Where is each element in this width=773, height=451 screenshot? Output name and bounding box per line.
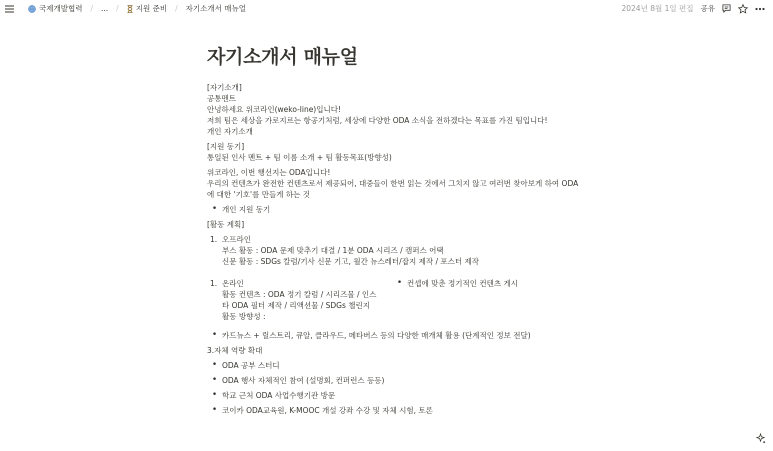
- breadcrumb-workspace-label: 국제개발협력: [39, 4, 83, 13]
- breadcrumb-current[interactable]: 자기소개서 매뉴얼: [185, 4, 246, 13]
- last-edited-text: 2024년 8월 1일 편집: [621, 4, 694, 13]
- bullet-text: ODA 공부 스터디: [222, 361, 280, 370]
- bullet-text: 카드뉴스 + 릴스트리, 큐알, 클라우드, 메타버스 등의 다양한 매개체 활용 (단계적인 정보 전달): [222, 331, 531, 340]
- bullet-item[interactable]: [207, 360, 577, 371]
- column-right: [392, 278, 577, 322]
- bullet-dot: •: [211, 204, 218, 214]
- sparkle-icon: [755, 433, 766, 444]
- intro-line[interactable]: 공통멘트: [207, 94, 236, 103]
- intro-line[interactable]: 저희 팀은 세상을 가로지르는 항공기처럼, 세상에 다양한 ODA 소식을 전하겠다는 목표를 가진 팀입니다!: [207, 116, 548, 125]
- bullet-dot: •: [396, 278, 403, 288]
- breadcrumb: [0, 2, 248, 15]
- intro-line[interactable]: 안녕하세요 위코라인(weko-line)입니다!: [207, 105, 341, 114]
- list-number: 1.: [210, 279, 218, 288]
- motive-line[interactable]: 통일된 인사 멘트 + 팀 이름 소개 + 팀 활동목표(방향성): [207, 153, 392, 162]
- breadcrumb-separator: /: [90, 4, 94, 13]
- bullet-dot: •: [211, 330, 218, 340]
- intro-heading[interactable]: [자기소개]: [207, 83, 242, 92]
- page-title[interactable]: 자기소개서 매뉴얼: [207, 46, 358, 68]
- numbered-item-title: 오프라인: [222, 235, 251, 244]
- numbered-item-line: 부스 활동 : ODA 문제 맞추기 대결 / 1분 ODA 시리즈 / 캠퍼스 어택: [222, 246, 444, 255]
- breadcrumb-separator: /: [175, 4, 178, 13]
- bullet-text: ODA 행사 자체적인 참여 (설명회, 컨퍼런스 등등): [222, 376, 385, 385]
- motive-paragraph-line[interactable]: 위코라인, 이번 행선지는 ODA입니다!: [207, 168, 331, 177]
- breadcrumb-ellipsis[interactable]: ...: [101, 4, 109, 13]
- top-bar: [0, 0, 773, 17]
- motive-heading[interactable]: [지원 동기]: [207, 142, 245, 151]
- bullet-item[interactable]: [207, 204, 577, 215]
- numbered-item-online[interactable]: [207, 278, 392, 322]
- bullet-dot: •: [211, 405, 218, 415]
- numbered-item-line: 활동 방향성 :: [222, 312, 266, 321]
- breadcrumb-parent[interactable]: [125, 2, 169, 15]
- numbered-item-line: 타 ODA 필터 제작 / 리액션물 / SDGs 챌린지: [222, 301, 370, 310]
- bullet-item[interactable]: [392, 278, 577, 289]
- bullet-dot: •: [211, 360, 218, 370]
- numbered-item-offline[interactable]: [207, 234, 577, 267]
- topbar-actions: [621, 0, 765, 17]
- bullet-dot: •: [211, 390, 218, 400]
- bullet-dot: •: [211, 375, 218, 385]
- breadcrumb-separator: /: [116, 4, 119, 13]
- globe-icon: [28, 5, 36, 13]
- page-content: [207, 44, 577, 416]
- bullet-text: 컨셉에 맞춘 정기적인 컨텐츠 게시: [407, 279, 518, 288]
- bullet-item[interactable]: [207, 375, 577, 386]
- help-button[interactable]: [753, 431, 767, 445]
- motive-paragraph-line[interactable]: 우리의 컨텐츠가 완전한 컨텐츠로서 제공되어, 대중들이 한번 읽는 것에서 그치지 않고 여러번 찾아보게 하여 ODA: [207, 179, 579, 188]
- breadcrumb-workspace[interactable]: [26, 2, 84, 15]
- numbered-item-title: 온라인: [222, 279, 244, 288]
- list-number: 1.: [210, 235, 218, 244]
- hourglass-icon: [127, 5, 133, 13]
- comment-icon[interactable]: [722, 4, 731, 13]
- column-left: [207, 278, 392, 322]
- numbered-item-line: 활동 컨텐츠 : ODA 정기 칼럼 / 시리즈물 / 인스: [222, 290, 377, 299]
- bullet-text: 학교 근처 ODA 사업수행기관 방문: [222, 391, 336, 400]
- motive-paragraph-line[interactable]: 에 대한 '기호'를 만들게 하는 것: [207, 190, 310, 199]
- plan-heading[interactable]: [활동 계획]: [207, 220, 245, 229]
- numbered-item-line: 신문 활동 : SDGs 칼럼/기사 신문 기고, 월간 뉴스레터/잡지 제작 / 포스터 제작: [222, 257, 479, 266]
- share-button[interactable]: 공유: [700, 4, 715, 13]
- star-icon[interactable]: [738, 4, 748, 14]
- bullet-item[interactable]: [207, 405, 577, 416]
- bullet-text: 개인 지원 동기: [222, 205, 271, 214]
- bullet-item[interactable]: [207, 390, 577, 401]
- more-icon[interactable]: [755, 7, 765, 11]
- sidebar-toggle-icon[interactable]: [5, 5, 14, 13]
- intro-line[interactable]: 개인 자기소개: [207, 127, 253, 136]
- breadcrumb-parent-label: 지원 준비: [135, 4, 168, 13]
- capacity-heading[interactable]: 3.자체 역량 확대: [207, 346, 263, 355]
- bullet-item[interactable]: [207, 330, 577, 341]
- two-column-block: [207, 278, 577, 322]
- bullet-text: 코이카 ODA교육원, K-MOOC 개설 강좌 수강 및 자체 시험, 토론: [222, 406, 433, 415]
